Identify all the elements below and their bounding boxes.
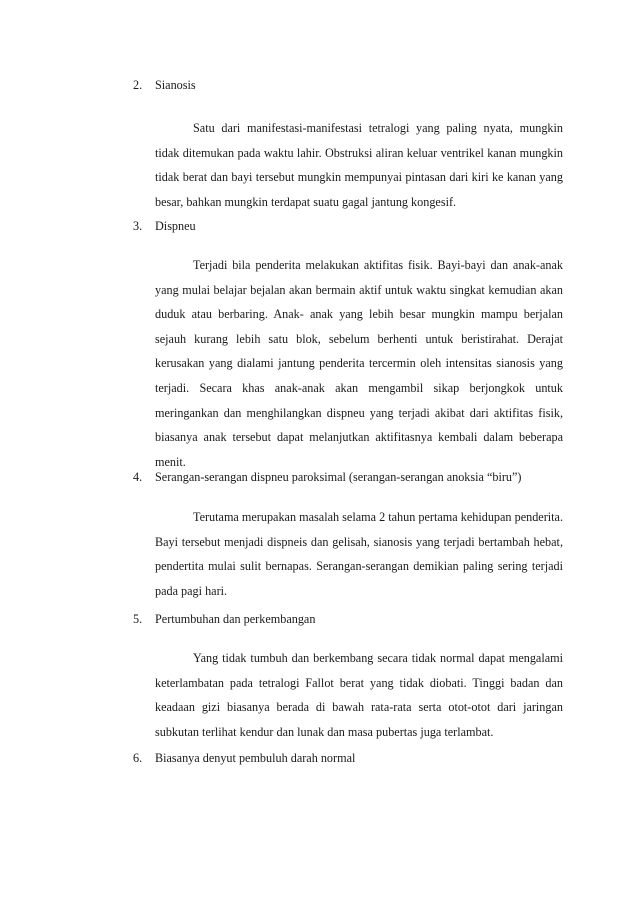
section-heading-2: [133, 77, 196, 93]
section-number: 2.: [133, 78, 143, 92]
section-paragraph-2: Satu dari manifestasi-manifestasi tetralogi yang paling nyata, mungkin tidak ditemukan pada waktu lahir. Obstruksi aliran keluar ventrikel kanan mungkin tidak berat dan bayi tersebut mungkin mempunyai pintasan dari kiri ke kanan yang besar, bahkan mungkin terdapat suatu gagal jantung kongesif.: [155, 121, 563, 209]
section-paragraph-4: Terutama merupakan masalah selama 2 tahun pertama kehidupan penderita. Bayi tersebut menjadi dispneis dan gelisah, sianosis yang terjadi bertambah hebat, pendertita mulai sulit bernapas. Serangan-serangan demikian paling sering terjadi pada pagi hari.: [155, 510, 563, 598]
section-title: Sianosis: [155, 78, 196, 92]
section-number: 5.: [133, 612, 143, 626]
section-paragraph-3: Terjadi bila penderita melakukan aktifitas fisik. Bayi-bayi dan anak-anak yang mulai belajar bejalan akan bermain aktif untuk waktu singkat kemudian akan duduk atau berbaring. Anak- anak yang lebih besar mungkin mampu berjalan sejauh kurang lebih satu blok, sebelum berhenti untuk beristirahat. Derajat kerusakan yang dialami jantung penderita tercermin oleh intensitas sianosis yang terjadi. Secara khas anak-anak akan mengambil sikap berjongkok untuk meringankan dan menghilangkan dispneu yang terjadi akibat dari aktifitas fisik, biasanya anak tersebut dapat melanjutkan aktifitasnya kembali dalam beberapa menit.: [155, 258, 563, 469]
section-title: Pertumbuhan dan perkembangan: [155, 612, 316, 626]
section-heading-3: [133, 218, 196, 234]
section-title: Dispneu: [155, 219, 196, 233]
section-title: Biasanya denyut pembuluh darah normal: [155, 751, 356, 765]
section-number: 4.: [133, 470, 143, 484]
section-paragraph-5: Yang tidak tumbuh dan berkembang secara tidak normal dapat mengalami keterlambatan pada tetralogi Fallot berat yang tidak diobati. Tinggi badan dan keadaan gizi biasanya berada di bawah rata-rata serta otot-otot dari jaringan subkutan terlihat kendur dan lunak dan masa pubertas juga terlambat.: [155, 651, 563, 739]
section-heading-4: [133, 469, 522, 485]
section-number: 3.: [133, 219, 143, 233]
section-heading-6: [133, 750, 355, 766]
section-heading-5: [133, 611, 315, 627]
section-number: 6.: [133, 751, 143, 765]
section-title: Serangan-serangan dispneu paroksimal (serangan-serangan anoksia “biru”): [155, 470, 522, 484]
